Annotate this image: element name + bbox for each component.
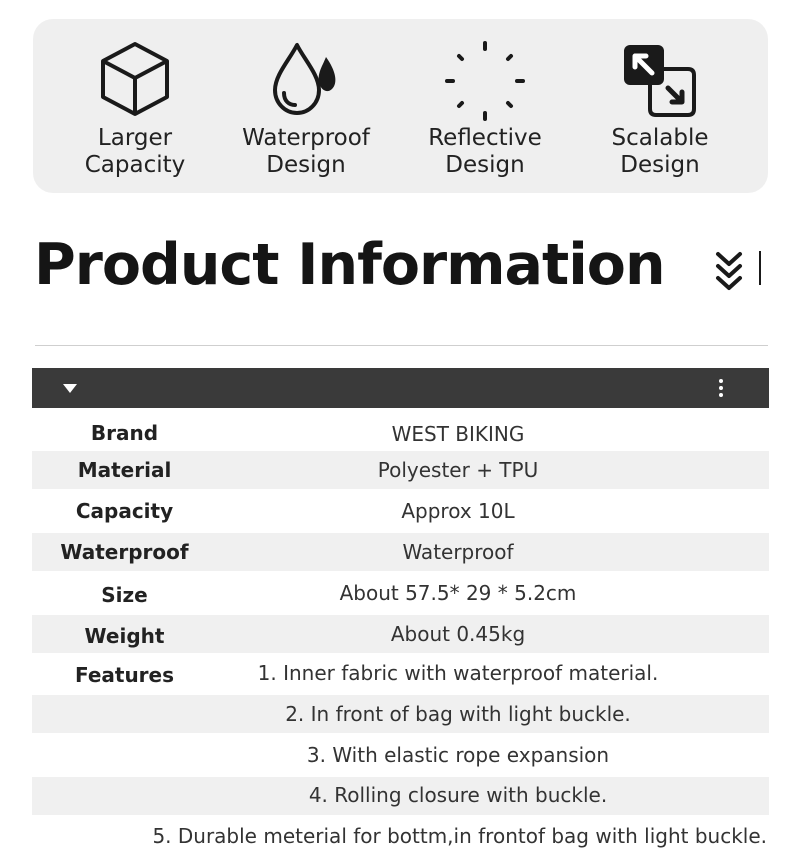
feature-panel	[33, 19, 768, 193]
table-row	[32, 615, 769, 653]
row-value: Waterproof	[402, 540, 514, 564]
table-row	[32, 733, 769, 777]
row-value: 3. With elastic rope expansion	[306, 743, 610, 767]
feature-larger-capacity	[45, 19, 225, 193]
row-value: WEST BIKING	[391, 422, 525, 446]
table-row	[32, 777, 769, 815]
row-value: About 0.45kg	[390, 622, 526, 646]
row-key: Waterproof	[60, 540, 189, 564]
expand-arrows-icon	[622, 41, 698, 117]
divider	[35, 345, 768, 346]
row-value: About 57.5* 29 * 5.2cm	[339, 581, 577, 605]
row-value: 1. Inner fabric with waterproof material.	[257, 661, 659, 685]
reflective-rays-icon	[445, 41, 525, 121]
row-value: Polyester + TPU	[377, 458, 539, 482]
collapse-caret-icon[interactable]	[63, 384, 77, 393]
row-key: Features	[74, 663, 175, 687]
feature-label-line2: Capacity	[84, 152, 186, 178]
table-row	[32, 413, 769, 451]
table-row	[32, 533, 769, 571]
row-value: 4. Rolling closure with buckle.	[308, 783, 608, 807]
table-row	[32, 695, 769, 733]
table-row	[32, 571, 769, 615]
divider	[759, 251, 761, 285]
feature-scalable	[570, 19, 750, 193]
table-row	[32, 489, 769, 533]
row-key: Brand	[90, 421, 159, 445]
row-key: Weight	[84, 624, 165, 648]
table-row	[32, 653, 769, 695]
table-header	[32, 368, 769, 408]
feature-label-line2: Design	[620, 152, 700, 178]
feature-label-line1: Waterproof	[242, 125, 370, 151]
feature-label-line1: Larger	[97, 125, 173, 151]
feature-label-line1: Scalable	[611, 125, 709, 151]
feature-reflective	[395, 19, 575, 193]
more-options-icon[interactable]	[719, 379, 723, 400]
water-drops-icon	[270, 41, 342, 117]
table-row	[32, 451, 769, 489]
row-key: Capacity	[75, 499, 174, 523]
feature-waterproof	[216, 19, 396, 193]
double-chevron-down-icon[interactable]	[714, 250, 744, 292]
row-value: Approx 10L	[401, 499, 515, 523]
page-title: Product Information	[34, 232, 665, 298]
row-key: Size	[101, 583, 148, 607]
row-value: 2. In front of bag with light buckle.	[285, 702, 631, 726]
feature-label-line1: Reflective	[428, 125, 542, 151]
feature-label-line2: Design	[266, 152, 346, 178]
box-icon	[100, 41, 170, 117]
row-key: Material	[77, 458, 172, 482]
features-line-5: 5. Durable meterial for bottm,in frontof bag with light buckle.	[152, 824, 767, 848]
feature-label-line2: Design	[445, 152, 525, 178]
